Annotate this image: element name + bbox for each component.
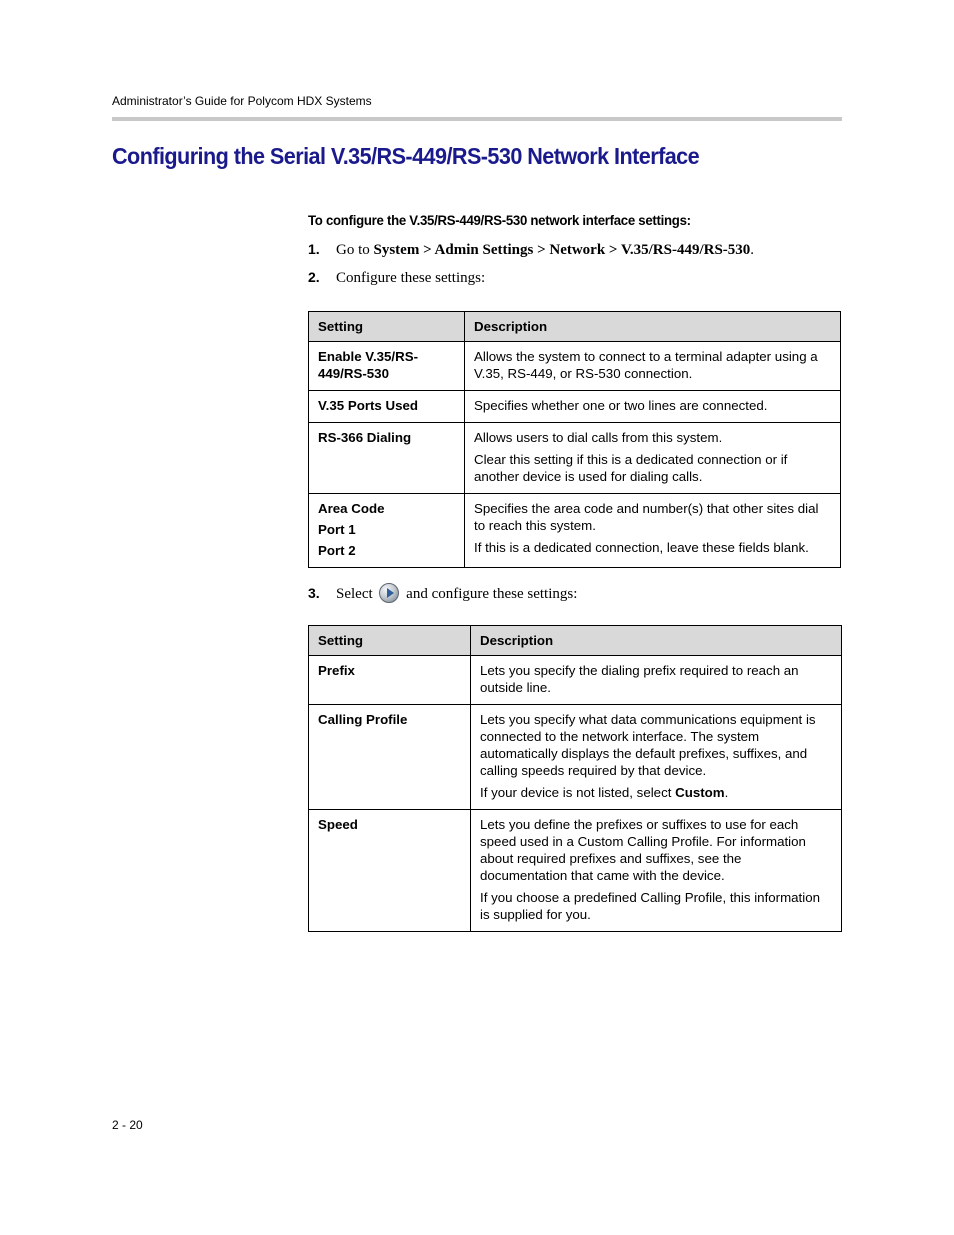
table-row — [309, 423, 841, 494]
column-header-setting: Setting — [309, 312, 465, 342]
table-header-row — [309, 312, 841, 342]
description-cell: Specifies whether one or two lines are connected. — [465, 391, 841, 423]
description-cell: Allows the system to connect to a terminal adapter using a V.35, RS-449, or RS-530 connection. — [465, 342, 841, 391]
description-cell: Allows users to dial calls from this system. Clear this setting if this is a dedicated connection or if another device is used for dialing calls. — [465, 423, 841, 494]
next-arrow-icon — [379, 583, 399, 603]
table-row — [309, 391, 841, 423]
table-header-row — [309, 626, 842, 656]
column-header-description: Description — [465, 312, 841, 342]
table-row — [309, 810, 842, 932]
page-title: Configuring the Serial V.35/RS-449/RS-530 Network Interface — [112, 143, 700, 169]
page-number: 2 - 20 — [112, 1118, 143, 1132]
step-3 — [308, 583, 577, 603]
setting-cell: Enable V.35/RS-449/RS-530 — [309, 342, 465, 391]
column-header-description: Description — [471, 626, 842, 656]
settings-table-2 — [308, 625, 842, 932]
procedure-heading: To configure the V.35/RS-449/RS-530 network interface settings: — [308, 213, 691, 229]
column-header-setting: Setting — [309, 626, 471, 656]
description-cell: Lets you specify the dialing prefix required to reach an outside line. — [471, 656, 842, 705]
table-row — [309, 494, 841, 568]
table-row — [309, 342, 841, 391]
step-suffix: . — [750, 242, 755, 258]
step-text: Go to — [336, 242, 374, 258]
step-text: and configure these settings: — [406, 586, 578, 602]
header-rule — [112, 117, 842, 121]
setting-cell: Calling Profile — [309, 705, 471, 810]
description-cell: Specifies the area code and number(s) that other sites dial to reach this system. If this is a dedicated connection, leave these fields blank. — [465, 494, 841, 568]
step-2 — [308, 269, 485, 287]
setting-cell: Prefix — [309, 656, 471, 705]
step-text: Select — [336, 586, 373, 602]
running-header: Administrator’s Guide for Polycom HDX Systems — [112, 94, 372, 108]
setting-cell: V.35 Ports Used — [309, 391, 465, 423]
step-number: 3. — [308, 585, 320, 601]
table-row — [309, 656, 842, 705]
step-1 — [308, 241, 754, 259]
table-row — [309, 705, 842, 810]
step-number: 1. — [308, 241, 320, 257]
step-text: Configure these settings: — [336, 270, 486, 286]
description-cell: Lets you specify what data communications equipment is connected to the network interface. The system automatically displays the default prefixes, suffixes, and calling speeds required by that device. If your device is not listed, select Custom. — [471, 705, 842, 810]
description-cell: Lets you define the prefixes or suffixes to use for each speed used in a Custom Calling Profile. For information about required prefixes and suffixes, see the documentation that came with the device. If you choose a predefined Calling Profile, this information is supplied for you. — [471, 810, 842, 932]
setting-cell: Speed — [309, 810, 471, 932]
setting-cell: Area Code Port 1 Port 2 — [309, 494, 465, 568]
menu-path: System > Admin Settings > Network > V.35/RS-449/RS-530 — [373, 242, 751, 258]
step-number: 2. — [308, 269, 320, 285]
settings-table-1 — [308, 311, 841, 568]
setting-cell: RS-366 Dialing — [309, 423, 465, 494]
